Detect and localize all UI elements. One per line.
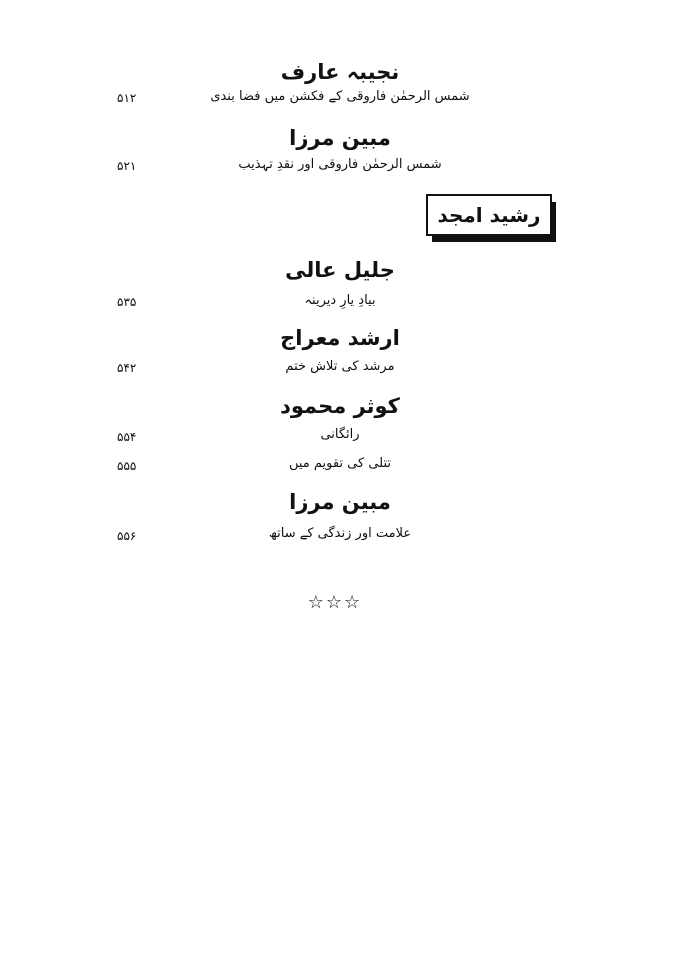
entry-title: رائگانی bbox=[320, 427, 360, 442]
page-number: ۵۱۲ bbox=[117, 91, 137, 105]
entry-title: بیادِ یارِ دیرینہ bbox=[304, 293, 376, 308]
page-number: ۵۵۵ bbox=[117, 459, 137, 473]
entry-title: شمس الرحمٰن فاروقی کے فکشن میں فضا بندی bbox=[210, 89, 470, 104]
entry-title: علامت اور زندگی کے ساتھ bbox=[268, 526, 412, 541]
author-najiba-arif: نجیبہ عارف bbox=[280, 60, 400, 84]
section-heading-label: رشید امجد bbox=[426, 194, 552, 236]
author-kausar-mahmood: کوثر محمود bbox=[280, 394, 400, 418]
entry-title: تتلی کی تقویم میں bbox=[288, 456, 392, 471]
entry-title: شمس الرحمٰن فاروقی اور نقدِ تہذیب bbox=[238, 157, 442, 172]
author-mubeen-mirza: مبین مرزا bbox=[289, 490, 391, 514]
page-number: ۵۵۶ bbox=[117, 529, 137, 543]
page-number: ۵۲۱ bbox=[117, 159, 137, 173]
star-ornament-icon: ☆☆☆ bbox=[307, 592, 363, 613]
page-number: ۵۳۵ bbox=[117, 295, 137, 309]
author-mubeen-mirza: مبین مرزا bbox=[289, 126, 391, 150]
page-number: ۵۵۴ bbox=[117, 430, 137, 444]
author-arshad-meraj: ارشد معراج bbox=[280, 326, 400, 350]
entry-title: مرشد کی تلاش ختم bbox=[285, 359, 395, 374]
page-number: ۵۴۲ bbox=[117, 361, 137, 375]
section-heading bbox=[426, 194, 560, 246]
author-jaleel-aali: جلیل عالی bbox=[285, 258, 395, 282]
